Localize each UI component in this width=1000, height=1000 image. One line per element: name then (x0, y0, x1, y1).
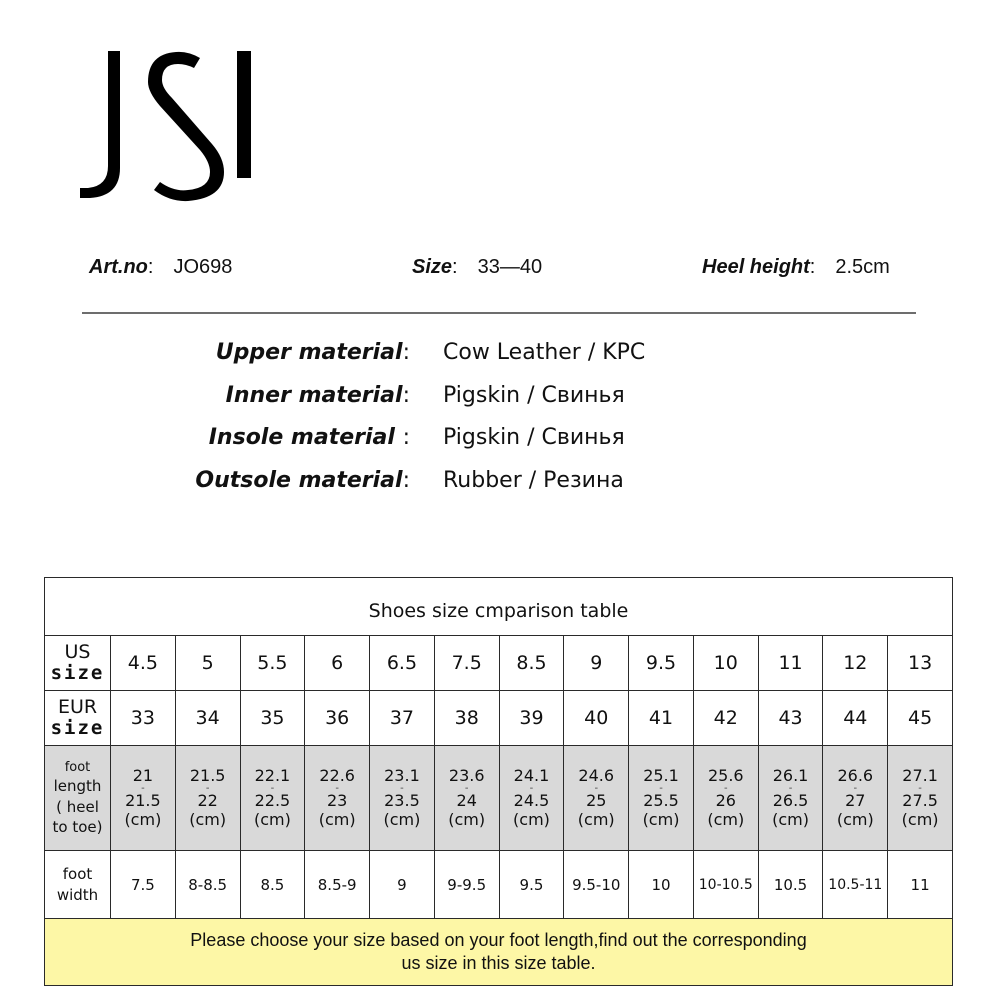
eur-size-cell: 35 (240, 691, 305, 746)
material-row-upper: Upper material: Cow Leather / KPC (215, 340, 646, 365)
eur-size-cell: 43 (758, 691, 823, 746)
foot-width-header: foot width (45, 851, 111, 919)
foot-length-row (45, 746, 953, 851)
foot-length-cell: 22.1 - 22.5 (cm) (240, 746, 305, 851)
us-size-cell: 6 (305, 636, 370, 691)
heel-height-spec: Heel height: 2.5cm (702, 256, 890, 278)
us-size-cell: 10 (693, 636, 758, 691)
us-size-cell: 11 (758, 636, 823, 691)
foot-width-cell: 8-8.5 (175, 851, 240, 919)
art-no-label: Art.no (89, 256, 148, 278)
us-size-cell: 13 (888, 636, 953, 691)
foot-length-cell: 21 - 21.5 (cm) (111, 746, 176, 851)
foot-width-cell: 8.5 (240, 851, 305, 919)
foot-width-cell: 10 (629, 851, 694, 919)
size-note-row (45, 919, 953, 986)
us-size-cell: 9.5 (629, 636, 694, 691)
size-comparison-table (44, 577, 953, 986)
eur-size-cell: 45 (888, 691, 953, 746)
spec-line (0, 256, 1000, 290)
foot-width-cell: 9.5-10 (564, 851, 629, 919)
eur-size-cell: 33 (111, 691, 176, 746)
art-no-value: JO698 (173, 256, 233, 278)
eur-size-cell: 40 (564, 691, 629, 746)
foot-length-cell: 23.1 - 23.5 (cm) (370, 746, 435, 851)
us-size-cell: 4.5 (111, 636, 176, 691)
size-note: Please choose your size based on your foot length,find out the corresponding us size in this size table. (45, 919, 953, 986)
eur-size-cell: 37 (370, 691, 435, 746)
eur-size-cell: 38 (434, 691, 499, 746)
eur-size-cell: 44 (823, 691, 888, 746)
material-value: Rubber / Резина (443, 467, 624, 493)
size-value: 33—40 (477, 256, 543, 278)
material-label: Insole material (208, 425, 403, 450)
table-title-row (45, 578, 953, 636)
table-title: Shoes size cmparison table (45, 578, 953, 636)
heel-height-label: Heel height (702, 256, 810, 278)
foot-length-cell: 24.6 - 25 (cm) (564, 746, 629, 851)
foot-width-cell: 10.5 (758, 851, 823, 919)
us-size-cell: 5 (175, 636, 240, 691)
foot-width-cell: 8.5-9 (305, 851, 370, 919)
eur-size-cell: 39 (499, 691, 564, 746)
material-label: Upper material (215, 340, 403, 365)
foot-width-cell: 7.5 (111, 851, 176, 919)
material-row-inner: Inner material: Pigskin / Свинья (225, 382, 625, 408)
eur-size-cell: 36 (305, 691, 370, 746)
brand-logo (70, 46, 270, 206)
us-size-row (45, 636, 953, 691)
size-spec: Size: 33—40 (412, 256, 543, 278)
art-no-spec: Art.no: JO698 (89, 256, 233, 278)
eur-size-row (45, 691, 953, 746)
foot-width-cell: 9-9.5 (434, 851, 499, 919)
us-size-cell: 8.5 (499, 636, 564, 691)
foot-length-cell: 25.6 - 26 (cm) (693, 746, 758, 851)
foot-length-cell: 23.6 - 24 (cm) (434, 746, 499, 851)
eur-size-cell: 41 (629, 691, 694, 746)
material-value: Pigskin / Свинья (443, 382, 625, 408)
us-size-cell: 12 (823, 636, 888, 691)
eur-size-header: EUR size (45, 691, 111, 746)
us-size-cell: 5.5 (240, 636, 305, 691)
material-row-insole: Insole material : Pigskin / Свинья (208, 425, 625, 450)
foot-length-cell: 22.6 - 23 (cm) (305, 746, 370, 851)
material-value: Cow Leather / KPC (443, 340, 646, 365)
foot-width-cell: 11 (888, 851, 953, 919)
foot-length-cell: 27.1 - 27.5 (cm) (888, 746, 953, 851)
eur-size-cell: 34 (175, 691, 240, 746)
foot-length-cell: 21.5 - 22 (cm) (175, 746, 240, 851)
us-size-cell: 7.5 (434, 636, 499, 691)
foot-width-cell: 10.5-11 (823, 851, 888, 919)
material-value: Pigskin / Свинья (443, 425, 625, 450)
foot-length-header: foot length ( heel to toe) (45, 746, 111, 851)
us-size-cell: 9 (564, 636, 629, 691)
foot-width-cell: 9 (370, 851, 435, 919)
size-label: Size (412, 256, 453, 278)
foot-length-cell: 26.6 - 27 (cm) (823, 746, 888, 851)
foot-length-cell: 26.1 - 26.5 (cm) (758, 746, 823, 851)
foot-width-cell: 10-10.5 (693, 851, 758, 919)
divider (82, 312, 916, 314)
us-size-cell: 6.5 (370, 636, 435, 691)
material-row-outsole: Outsole material: Rubber / Резина (195, 467, 624, 493)
material-label: Inner material (225, 382, 403, 408)
foot-length-cell: 25.1 - 25.5 (cm) (629, 746, 694, 851)
eur-size-cell: 42 (693, 691, 758, 746)
foot-length-cell: 24.1 - 24.5 (cm) (499, 746, 564, 851)
materials-list (0, 340, 1000, 510)
foot-width-cell: 9.5 (499, 851, 564, 919)
heel-height-value: 2.5cm (835, 256, 890, 278)
material-label: Outsole material (195, 467, 403, 493)
foot-width-row (45, 851, 953, 919)
us-size-header: US size (45, 636, 111, 691)
